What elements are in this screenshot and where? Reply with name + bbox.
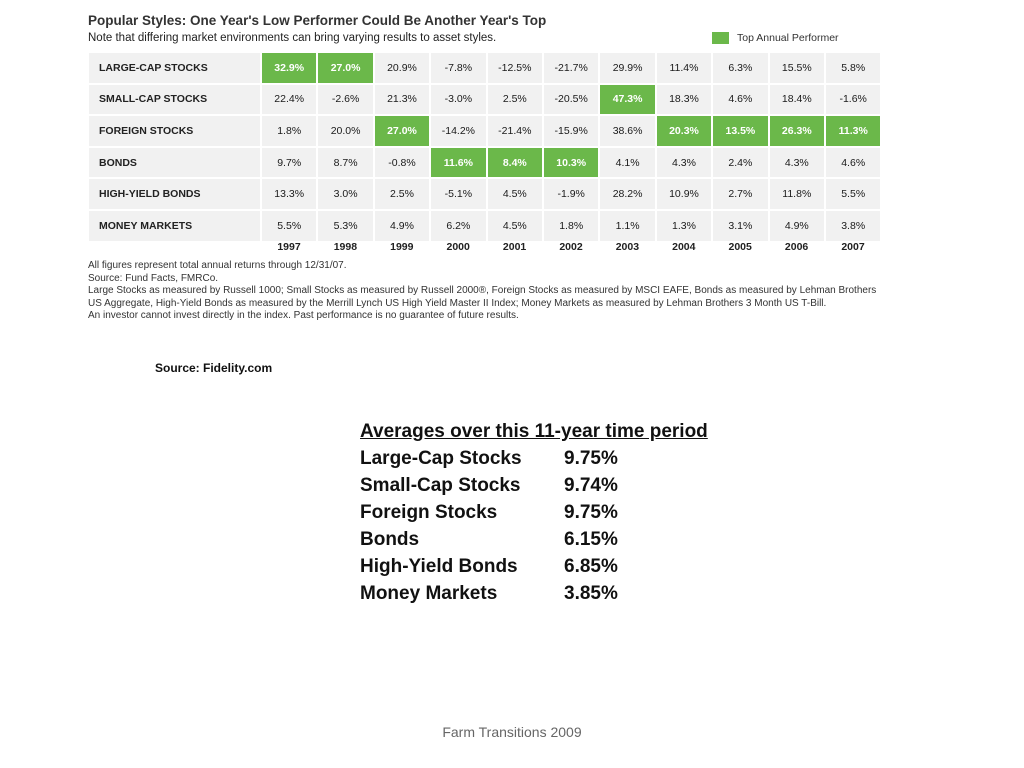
return-cell: 4.9% — [374, 210, 430, 242]
return-cell: 5.5% — [261, 210, 317, 242]
return-cell: 5.5% — [825, 178, 881, 210]
top-performer-cell: 8.4% — [487, 147, 543, 179]
return-cell: 4.5% — [487, 210, 543, 242]
return-cell: 1.3% — [656, 210, 712, 242]
return-cell: -20.5% — [543, 84, 599, 116]
row-label: BONDS — [88, 147, 261, 179]
average-name: Small-Cap Stocks — [360, 475, 521, 496]
return-cell: 2.5% — [487, 84, 543, 116]
row-label: LARGE-CAP STOCKS — [88, 52, 261, 84]
average-value: 3.85% — [564, 583, 618, 604]
return-cell: 22.4% — [261, 84, 317, 116]
source-label: Source: Fidelity.com — [155, 361, 273, 375]
average-value: 6.85% — [564, 556, 618, 577]
return-cell: 4.6% — [825, 147, 881, 179]
return-cell: 5.8% — [825, 52, 881, 84]
return-cell: -21.4% — [487, 115, 543, 147]
average-row — [360, 445, 708, 472]
year-label: 2004 — [672, 241, 696, 253]
return-cell: 18.3% — [656, 84, 712, 116]
return-cell: 6.2% — [430, 210, 486, 242]
return-cell: 20.0% — [317, 115, 373, 147]
footnote: All figures represent total annual returns through 12/31/07. — [88, 260, 347, 271]
row-label: SMALL-CAP STOCKS — [88, 84, 261, 116]
return-cell: -21.7% — [543, 52, 599, 84]
return-cell: -5.1% — [430, 178, 486, 210]
return-cell: 2.7% — [712, 178, 768, 210]
legend — [712, 32, 839, 44]
legend-swatch — [712, 32, 729, 44]
return-cell: 4.1% — [599, 147, 655, 179]
return-cell: 18.4% — [769, 84, 825, 116]
year-label: 2000 — [446, 241, 470, 253]
average-name: Money Markets — [360, 583, 498, 604]
return-cell: 4.3% — [769, 147, 825, 179]
average-value: 9.75% — [564, 448, 618, 469]
return-cell: 2.5% — [374, 178, 430, 210]
year-label: 2003 — [615, 241, 640, 253]
return-cell: 38.6% — [599, 115, 655, 147]
year-label: 1999 — [390, 241, 414, 253]
average-name: High-Yield Bonds — [360, 556, 518, 577]
average-row — [360, 499, 708, 526]
top-performer-cell: 27.0% — [317, 52, 373, 84]
legend-label: Top Annual Performer — [737, 32, 839, 44]
footnote: Large Stocks as measured by Russell 1000; Small Stocks as measured by Russell 2000®, Foreign Stocks as measured by MSCI EAFE, Bonds as measured by Lehman Brothers US Aggregate, High-Yield Bonds as measured by the Merrill Lynch US High Yield Master II Index; Money Markets as measured by Lehman Brothers 3 Month US T-Bill. — [88, 285, 877, 309]
year-label: 1997 — [277, 241, 301, 253]
return-cell: -15.9% — [543, 115, 599, 147]
return-cell: -14.2% — [430, 115, 486, 147]
average-name: Foreign Stocks — [360, 502, 498, 523]
table-title: Popular Styles: One Year's Low Performer Could Be Another Year's Top — [88, 13, 547, 28]
row-label: HIGH-YIELD BONDS — [88, 178, 261, 210]
return-cell: 1.1% — [599, 210, 655, 242]
averages-heading: Averages over this 11-year time period — [360, 421, 708, 442]
return-cell: 3.1% — [712, 210, 768, 242]
top-performer-cell: 27.0% — [374, 115, 430, 147]
average-name: Bonds — [360, 529, 420, 550]
footnote: Source: Fund Facts, FMRCo. — [88, 272, 219, 284]
average-name: Large-Cap Stocks — [360, 448, 522, 469]
return-cell: 1.8% — [543, 210, 599, 242]
return-cell: 20.9% — [374, 52, 430, 84]
return-cell: 9.7% — [261, 147, 317, 179]
return-cell: -2.6% — [317, 84, 373, 116]
return-cell: 3.8% — [825, 210, 881, 242]
return-cell: 5.3% — [317, 210, 373, 242]
average-value: 9.74% — [564, 475, 618, 496]
return-cell: 28.2% — [599, 178, 655, 210]
return-cell: 13.3% — [261, 178, 317, 210]
return-cell: 4.6% — [712, 84, 768, 116]
year-label: 2001 — [502, 241, 527, 253]
footnote: An investor cannot invest directly in the index. Past performance is no guarantee of future results. — [88, 310, 519, 321]
year-label: 2002 — [559, 241, 583, 253]
returns-table — [88, 52, 881, 242]
year-label: 1998 — [333, 241, 358, 253]
year-label: 2007 — [841, 241, 865, 253]
return-cell: 10.9% — [656, 178, 712, 210]
return-cell: 21.3% — [374, 84, 430, 116]
average-row — [360, 472, 708, 499]
year-label: 2006 — [784, 241, 809, 253]
row-label: FOREIGN STOCKS — [88, 115, 261, 147]
return-cell: -1.6% — [825, 84, 881, 116]
return-cell: 15.5% — [769, 52, 825, 84]
return-cell: -12.5% — [487, 52, 543, 84]
average-row — [360, 580, 708, 607]
averages-block — [360, 418, 708, 607]
top-performer-cell: 10.3% — [543, 147, 599, 179]
top-performer-cell: 20.3% — [656, 115, 712, 147]
top-performer-cell: 26.3% — [769, 115, 825, 147]
return-cell: -0.8% — [374, 147, 430, 179]
return-cell: 4.3% — [656, 147, 712, 179]
return-cell: 6.3% — [712, 52, 768, 84]
top-performer-cell: 11.6% — [430, 147, 486, 179]
return-cell: 4.5% — [487, 178, 543, 210]
footer-text: Farm Transitions 2009 — [442, 724, 582, 740]
return-cell: 4.9% — [769, 210, 825, 242]
top-performer-cell: 11.3% — [825, 115, 881, 147]
return-cell: 11.8% — [769, 178, 825, 210]
top-performer-cell: 47.3% — [599, 84, 655, 116]
average-value: 9.75% — [564, 502, 618, 523]
average-row — [360, 553, 708, 580]
return-cell: 11.4% — [656, 52, 712, 84]
average-value: 6.15% — [564, 529, 618, 550]
return-cell: -3.0% — [430, 84, 486, 116]
return-cell: -7.8% — [430, 52, 486, 84]
return-cell: 3.0% — [317, 178, 373, 210]
return-cell: -1.9% — [543, 178, 599, 210]
return-cell: 8.7% — [317, 147, 373, 179]
average-row — [360, 526, 708, 553]
row-label: MONEY MARKETS — [88, 210, 261, 242]
year-label: 2005 — [728, 241, 752, 253]
top-performer-cell: 32.9% — [261, 52, 317, 84]
return-cell: 29.9% — [599, 52, 655, 84]
top-performer-cell: 13.5% — [712, 115, 768, 147]
return-cell: 1.8% — [261, 115, 317, 147]
footnotes — [88, 260, 878, 323]
table-note: Note that differing market environments can bring varying results to asset styles. — [88, 32, 497, 44]
return-cell: 2.4% — [712, 147, 768, 179]
